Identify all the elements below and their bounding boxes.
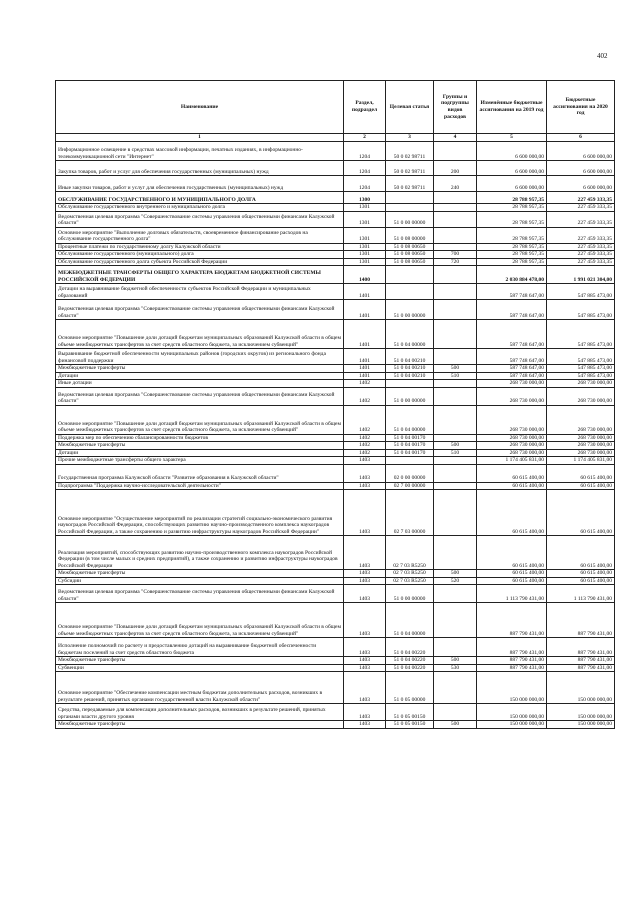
cell-expense-type xyxy=(434,349,477,365)
cell-expense-type xyxy=(434,457,477,465)
cell-name: Обслуживание государственного внутреннего и муниципального долга xyxy=(56,204,344,212)
cell-amount-2020: 268 730 000,00 xyxy=(547,442,615,450)
cell-section: 1403 xyxy=(344,585,386,603)
table-row xyxy=(56,657,615,665)
cell-target-article: 51 0 00 00000 xyxy=(386,387,434,405)
cell-amount-2020: 547 885 473,00 xyxy=(547,372,615,380)
cell-amount-2020: 887 790 431,00 xyxy=(547,603,615,638)
cell-target-article: 51 0 00 00000 xyxy=(386,211,434,227)
cell-target-article xyxy=(386,204,434,212)
cell-name: Межбюджетные трансферты xyxy=(56,721,344,729)
cell-section: 1402 xyxy=(344,449,386,457)
cell-amount-2019: 887 790 431,00 xyxy=(477,638,547,657)
cell-amount-2019: 28 788 957,35 xyxy=(477,251,547,259)
cell-section: 1403 xyxy=(344,577,386,585)
cell-amount-2019: 60 615 400,00 xyxy=(477,570,547,578)
cell-target-article: 50 0 02 98711 xyxy=(386,176,434,192)
cell-amount-2020: 60 615 400,00 xyxy=(547,490,615,536)
cell-name: Ведомственная целевая программа "Совершенствование системы управления общественными финансами Калужской области" xyxy=(56,300,344,320)
cell-section: 1403 xyxy=(344,536,386,570)
cell-name: Ведомственная целевая программа "Совершенствование системы управления общественными финансами Калужской области" xyxy=(56,387,344,405)
cell-amount-2019: 60 615 400,00 xyxy=(477,464,547,482)
cell-amount-2020: 60 615 400,00 xyxy=(547,570,615,578)
table-row xyxy=(56,258,615,266)
cell-expense-type xyxy=(434,490,477,536)
cell-name: Межбюджетные трансферты xyxy=(56,570,344,578)
table-row xyxy=(56,227,615,243)
header-amount-2020: Бюджетные ассигнования на 2020 год xyxy=(547,81,615,134)
cell-name: Обслуживание государственного (муниципального) долга xyxy=(56,251,344,259)
cell-name: Межбюджетные трансферты xyxy=(56,365,344,373)
cell-expense-type: 700 xyxy=(434,251,477,259)
cell-section: 1301 xyxy=(344,251,386,259)
cell-amount-2020: 60 615 400,00 xyxy=(547,482,615,490)
cell-section: 1402 xyxy=(344,442,386,450)
cell-section: 1403 xyxy=(344,464,386,482)
cell-amount-2020: 6 600 000,00 xyxy=(547,142,615,161)
table-row xyxy=(56,349,615,365)
cell-section: 1403 xyxy=(344,672,386,704)
cell-target-article: 50 0 02 98711 xyxy=(386,142,434,161)
cell-name: Основное мероприятие "Повышение доли дотаций бюджетам муниципальных образований Калужской области в общем объеме межбюджетных трансфертов за счет средств областного бюджета, за исключением субвенций" xyxy=(56,405,344,434)
cell-target-article: 51 0 04 00000 xyxy=(386,320,434,349)
table-row xyxy=(56,365,615,373)
cell-expense-type xyxy=(434,482,477,490)
cell-expense-type: 720 xyxy=(434,258,477,266)
table-row xyxy=(56,536,615,570)
cell-target-article: 51 0 08 00650 xyxy=(386,258,434,266)
cell-target-article: 02 0 00 00000 xyxy=(386,464,434,482)
cell-name: Подпрограмма "Поддержка научно-исследовательской деятельности" xyxy=(56,482,344,490)
table-row xyxy=(56,320,615,349)
cell-amount-2019: 887 790 431,00 xyxy=(477,664,547,672)
cell-amount-2019: 2 030 884 478,00 xyxy=(477,266,547,284)
table-row xyxy=(56,192,615,204)
cell-amount-2020: 268 730 000,00 xyxy=(547,380,615,388)
cell-amount-2019: 587 748 647,00 xyxy=(477,365,547,373)
cell-target-article: 02 7 03 R5250 xyxy=(386,577,434,585)
cell-name: Дотации на выравнивание бюджетной обеспеченности субъектов Российской Федерации и муниципальных образований xyxy=(56,284,344,300)
cell-expense-type: 510 xyxy=(434,372,477,380)
cell-expense-type: 500 xyxy=(434,365,477,373)
cell-amount-2020: 547 885 473,00 xyxy=(547,300,615,320)
table-row xyxy=(56,284,615,300)
cell-section: 1300 xyxy=(344,192,386,204)
cell-amount-2020: 547 885 473,00 xyxy=(547,320,615,349)
cell-name: Субвенции xyxy=(56,664,344,672)
cell-section: 1401 xyxy=(344,284,386,300)
cell-name: Закупка товаров, работ и услуг для обеспечения государственных (муниципальных) нужд xyxy=(56,161,344,176)
cell-expense-type xyxy=(434,142,477,161)
cell-amount-2020: 150 000 000,00 xyxy=(547,672,615,704)
cell-amount-2019: 1 174 405 831,00 xyxy=(477,457,547,465)
table-row xyxy=(56,721,615,729)
table-row xyxy=(56,372,615,380)
column-number-row xyxy=(56,134,615,142)
cell-expense-type xyxy=(434,672,477,704)
table-row xyxy=(56,577,615,585)
cell-name: Информационное освещение в средствах массовой информации, печатных изданиях, в информационно-телекоммуникационной сети "Интернет" xyxy=(56,142,344,161)
cell-expense-type xyxy=(434,434,477,442)
cell-target-article: 51 0 04 00210 xyxy=(386,349,434,365)
table-row xyxy=(56,434,615,442)
cell-amount-2019: 587 748 647,00 xyxy=(477,320,547,349)
cell-name: Дотации xyxy=(56,449,344,457)
cell-target-article: 51 0 04 00170 xyxy=(386,434,434,442)
cell-section: 1402 xyxy=(344,434,386,442)
cell-name: МЕЖБЮДЖЕТНЫЕ ТРАНСФЕРТЫ ОБЩЕГО ХАРАКТЕРА БЮДЖЕТАМ БЮДЖЕТНОЙ СИСТЕМЫ РОССИЙСКОЙ ФЕДЕРАЦИИ xyxy=(56,266,344,284)
cell-amount-2019: 28 788 957,35 xyxy=(477,243,547,251)
table-row xyxy=(56,457,615,465)
cell-name: Дотации xyxy=(56,372,344,380)
column-number: 2 xyxy=(344,134,386,142)
page-number: 402 xyxy=(597,52,608,60)
cell-target-article: 02 7 03 R5250 xyxy=(386,570,434,578)
cell-name: Обслуживание государственного долга субъекта Российской Федерации xyxy=(56,258,344,266)
column-number: 5 xyxy=(477,134,547,142)
table-body xyxy=(56,142,615,729)
cell-target-article xyxy=(386,284,434,300)
cell-amount-2020: 887 790 431,00 xyxy=(547,638,615,657)
cell-target-article: 51 0 04 00170 xyxy=(386,449,434,457)
cell-expense-type: 240 xyxy=(434,176,477,192)
cell-target-article: 51 0 04 00220 xyxy=(386,664,434,672)
cell-expense-type xyxy=(434,227,477,243)
cell-name: Исполнение полномочий по расчету и предоставлению дотаций на выравнивание бюджетной обеспеченности бюджетам поселений за счет средств областного бюджета xyxy=(56,638,344,657)
cell-amount-2020: 227 459 333,35 xyxy=(547,204,615,212)
cell-target-article xyxy=(386,457,434,465)
cell-name: Процентные платежи по государственному долгу Калужской области xyxy=(56,243,344,251)
cell-amount-2019: 28 788 957,35 xyxy=(477,204,547,212)
cell-amount-2020: 887 790 431,00 xyxy=(547,664,615,672)
cell-name: Основное мероприятие "Повышение доли дотаций бюджетам муниципальных образований Калужской области в общем объеме межбюджетных трансфертов за счет средств областного бюджета, за исключением субвенций" xyxy=(56,603,344,638)
table-header-row xyxy=(56,81,615,134)
cell-expense-type xyxy=(434,387,477,405)
cell-amount-2019: 150 000 000,00 xyxy=(477,721,547,729)
table-row xyxy=(56,387,615,405)
cell-amount-2019: 6 600 000,00 xyxy=(477,161,547,176)
cell-section: 1403 xyxy=(344,721,386,729)
cell-expense-type xyxy=(434,284,477,300)
table-row xyxy=(56,176,615,192)
cell-amount-2020: 1 991 021 304,00 xyxy=(547,266,615,284)
cell-target-article xyxy=(386,192,434,204)
cell-name: Межбюджетные трансферты xyxy=(56,442,344,450)
cell-expense-type: 200 xyxy=(434,161,477,176)
column-number: 1 xyxy=(56,134,344,142)
table-row xyxy=(56,300,615,320)
cell-section: 1403 xyxy=(344,457,386,465)
cell-section: 1402 xyxy=(344,387,386,405)
cell-expense-type xyxy=(434,192,477,204)
cell-section: 1301 xyxy=(344,211,386,227)
cell-expense-type xyxy=(434,585,477,603)
cell-section: 1401 xyxy=(344,349,386,365)
cell-amount-2019: 887 790 431,00 xyxy=(477,603,547,638)
cell-amount-2020: 60 615 400,00 xyxy=(547,464,615,482)
cell-name: Средства, передаваемые для компенсации дополнительных расходов, возникших в результате решений, принятых органами власти другого уровня xyxy=(56,704,344,721)
cell-expense-type: 520 xyxy=(434,577,477,585)
table-row xyxy=(56,603,615,638)
table-row xyxy=(56,704,615,721)
cell-expense-type xyxy=(434,464,477,482)
cell-expense-type: 530 xyxy=(434,664,477,672)
cell-expense-type: 510 xyxy=(434,449,477,457)
header-amount-2019: Изменённые бюджетные ассигнования на 2019 год xyxy=(477,81,547,134)
cell-section: 1403 xyxy=(344,482,386,490)
cell-target-article: 51 0 04 00220 xyxy=(386,638,434,657)
cell-section: 1400 xyxy=(344,266,386,284)
cell-amount-2020: 227 459 333,35 xyxy=(547,243,615,251)
cell-expense-type xyxy=(434,243,477,251)
cell-section: 1301 xyxy=(344,258,386,266)
table-row xyxy=(56,251,615,259)
table-row xyxy=(56,204,615,212)
cell-section: 1204 xyxy=(344,142,386,161)
cell-expense-type xyxy=(434,380,477,388)
table-row xyxy=(56,380,615,388)
cell-target-article: 02 7 03 R5250 xyxy=(386,536,434,570)
table-row xyxy=(56,405,615,434)
table-row xyxy=(56,266,615,284)
cell-name: Ведомственная целевая программа "Совершенствование системы управления общественными финансами Калужской области" xyxy=(56,585,344,603)
cell-amount-2019: 60 615 400,00 xyxy=(477,482,547,490)
cell-name: Выравнивание бюджетной обеспеченности муниципальных районов (городских округов) из регионального фонда финансовой поддержки xyxy=(56,349,344,365)
cell-amount-2020: 268 730 000,00 xyxy=(547,387,615,405)
table-row xyxy=(56,243,615,251)
cell-amount-2019: 28 788 957,35 xyxy=(477,192,547,204)
cell-name: Прочие межбюджетные трансферты общего характера xyxy=(56,457,344,465)
cell-amount-2020: 547 885 473,00 xyxy=(547,349,615,365)
cell-target-article: 51 0 00 00000 xyxy=(386,585,434,603)
cell-name: Государственная программа Калужской области "Развитие образования в Калужской области" xyxy=(56,464,344,482)
cell-amount-2019: 28 788 957,35 xyxy=(477,211,547,227)
cell-expense-type: 500 xyxy=(434,442,477,450)
table-row xyxy=(56,570,615,578)
table-row xyxy=(56,211,615,227)
cell-amount-2019: 887 790 431,00 xyxy=(477,657,547,665)
cell-target-article: 51 0 05 00150 xyxy=(386,704,434,721)
header-section: Раздел, подраздел xyxy=(344,81,386,134)
cell-target-article: 51 0 04 00000 xyxy=(386,405,434,434)
cell-amount-2019: 268 730 000,00 xyxy=(477,387,547,405)
header-expense-type: Группы и подгруппы видов расходов xyxy=(434,81,477,134)
cell-amount-2019: 150 000 000,00 xyxy=(477,704,547,721)
cell-amount-2020: 887 790 431,00 xyxy=(547,657,615,665)
cell-amount-2020: 6 600 000,00 xyxy=(547,176,615,192)
header-target-article: Целевая статья xyxy=(386,81,434,134)
cell-target-article: 51 0 04 00170 xyxy=(386,442,434,450)
table-row xyxy=(56,449,615,457)
cell-amount-2020: 227 459 333,35 xyxy=(547,258,615,266)
column-number: 4 xyxy=(434,134,477,142)
cell-amount-2019: 268 730 000,00 xyxy=(477,434,547,442)
cell-amount-2019: 268 730 000,00 xyxy=(477,405,547,434)
cell-amount-2019: 6 600 000,00 xyxy=(477,142,547,161)
cell-expense-type xyxy=(434,320,477,349)
cell-amount-2020: 268 730 000,00 xyxy=(547,405,615,434)
cell-section: 1403 xyxy=(344,638,386,657)
cell-name: Иные закупки товаров, работ и услуг для обеспечения государственных (муниципальных) нужд xyxy=(56,176,344,192)
cell-name: Иные дотации xyxy=(56,380,344,388)
column-number: 3 xyxy=(386,134,434,142)
cell-amount-2020: 227 459 333,35 xyxy=(547,227,615,243)
cell-amount-2020: 227 459 333,35 xyxy=(547,251,615,259)
cell-target-article: 50 0 02 98711 xyxy=(386,161,434,176)
table-row xyxy=(56,672,615,704)
cell-name: ОБСЛУЖИВАНИЕ ГОСУДАРСТВЕННОГО И МУНИЦИПАЛЬНОГО ДОЛГА xyxy=(56,192,344,204)
cell-amount-2020: 227 459 333,35 xyxy=(547,211,615,227)
table-row xyxy=(56,161,615,176)
cell-name: Ведомственная целевая программа "Совершенствование системы управления общественными финансами Калужской области" xyxy=(56,211,344,227)
cell-amount-2019: 150 000 000,00 xyxy=(477,672,547,704)
cell-name: Основное мероприятие "Выполнение долговых обязательств, своевременное финансирование расходов на обслуживание государственного долга" xyxy=(56,227,344,243)
cell-amount-2019: 268 730 000,00 xyxy=(477,442,547,450)
cell-amount-2020: 150 000 000,00 xyxy=(547,704,615,721)
cell-section: 1403 xyxy=(344,490,386,536)
cell-amount-2020: 60 615 400,00 xyxy=(547,577,615,585)
cell-target-article: 51 0 08 00650 xyxy=(386,243,434,251)
cell-target-article xyxy=(386,380,434,388)
cell-section: 1403 xyxy=(344,657,386,665)
cell-target-article: 02 7 00 00000 xyxy=(386,482,434,490)
table-row xyxy=(56,464,615,482)
cell-amount-2019: 60 615 400,00 xyxy=(477,577,547,585)
header-name: Наименование xyxy=(56,81,344,134)
cell-amount-2020: 150 000 000,00 xyxy=(547,721,615,729)
cell-expense-type: 500 xyxy=(434,721,477,729)
cell-section: 1204 xyxy=(344,176,386,192)
table-row xyxy=(56,142,615,161)
table-row xyxy=(56,442,615,450)
cell-amount-2020: 6 600 000,00 xyxy=(547,161,615,176)
cell-target-article: 51 0 08 00000 xyxy=(386,227,434,243)
cell-section: 1402 xyxy=(344,380,386,388)
cell-amount-2020: 227 459 333,35 xyxy=(547,192,615,204)
cell-amount-2020: 1 174 405 831,00 xyxy=(547,457,615,465)
cell-expense-type xyxy=(434,266,477,284)
cell-expense-type: 500 xyxy=(434,657,477,665)
cell-name: Основное мероприятие "Повышение доли дотаций бюджетам муниципальных образований Калужской области в общем объеме межбюджетных трансфертов за счет средств областного бюджета, за исключением субвенций" xyxy=(56,320,344,349)
cell-name: Основное мероприятие "Обеспечение компенсации местным бюджетам дополнительных расходов, возникших в результате решений, принятых органами государственной власти Калужской области" xyxy=(56,672,344,704)
cell-expense-type xyxy=(434,300,477,320)
table-row xyxy=(56,638,615,657)
table-row xyxy=(56,585,615,603)
cell-amount-2019: 28 788 957,35 xyxy=(477,258,547,266)
cell-section: 1403 xyxy=(344,603,386,638)
cell-section: 1301 xyxy=(344,227,386,243)
cell-expense-type xyxy=(434,638,477,657)
cell-amount-2019: 60 615 400,00 xyxy=(477,536,547,570)
cell-name: Реализация мероприятий, способствующих развитию научно-производственного комплекса наукоградов Российской Федерации (в том числе малых и средних предприятий), а также сохранению и развитию инфраструктуры наукоградов Российской Федерации xyxy=(56,536,344,570)
cell-target-article: 51 0 08 00650 xyxy=(386,251,434,259)
cell-section: 1401 xyxy=(344,372,386,380)
cell-section: 1403 xyxy=(344,664,386,672)
cell-target-article: 02 7 03 00000 xyxy=(386,490,434,536)
cell-section: 1301 xyxy=(344,243,386,251)
cell-expense-type xyxy=(434,405,477,434)
cell-amount-2020: 268 730 000,00 xyxy=(547,434,615,442)
table-row xyxy=(56,664,615,672)
cell-name: Основное мероприятие "Осуществление мероприятий по реализации стратегий социально-экономического развития наукоградов Российской Федерации, способствующих развитию научно-производственного комплекса наукоградов Российской Федерации, а также сохранению и развитию инфраструктуры наукоградов Российской Федерации" xyxy=(56,490,344,536)
cell-amount-2019: 268 730 000,00 xyxy=(477,380,547,388)
cell-target-article: 51 0 04 00210 xyxy=(386,365,434,373)
cell-amount-2019: 1 113 790 431,00 xyxy=(477,585,547,603)
cell-amount-2019: 587 748 647,00 xyxy=(477,349,547,365)
cell-section: 1401 xyxy=(344,320,386,349)
cell-expense-type xyxy=(434,603,477,638)
cell-target-article: 51 0 05 00150 xyxy=(386,721,434,729)
cell-section: 1204 xyxy=(344,161,386,176)
cell-name: Поддержка мер по обеспечению сбалансированности бюджетов xyxy=(56,434,344,442)
cell-expense-type xyxy=(434,704,477,721)
cell-expense-type: 500 xyxy=(434,570,477,578)
cell-expense-type xyxy=(434,536,477,570)
cell-target-article: 51 0 00 00000 xyxy=(386,300,434,320)
cell-amount-2020: 60 615 400,00 xyxy=(547,536,615,570)
cell-section: 1301 xyxy=(344,204,386,212)
cell-section: 1403 xyxy=(344,704,386,721)
cell-target-article: 51 0 05 00000 xyxy=(386,672,434,704)
cell-target-article xyxy=(386,266,434,284)
cell-amount-2019: 587 748 647,00 xyxy=(477,300,547,320)
cell-amount-2020: 547 885 473,00 xyxy=(547,365,615,373)
column-number: 6 xyxy=(547,134,615,142)
cell-target-article: 51 0 04 00210 xyxy=(386,372,434,380)
cell-name: Субсидии xyxy=(56,577,344,585)
cell-expense-type xyxy=(434,204,477,212)
cell-name: Межбюджетные трансферты xyxy=(56,657,344,665)
cell-amount-2019: 6 600 000,00 xyxy=(477,176,547,192)
cell-expense-type xyxy=(434,211,477,227)
cell-section: 1401 xyxy=(344,365,386,373)
cell-amount-2020: 1 113 790 431,00 xyxy=(547,585,615,603)
cell-amount-2019: 587 748 647,00 xyxy=(477,372,547,380)
table-row xyxy=(56,482,615,490)
cell-target-article: 51 0 04 00220 xyxy=(386,657,434,665)
cell-amount-2019: 268 730 000,00 xyxy=(477,449,547,457)
cell-section: 1401 xyxy=(344,300,386,320)
cell-amount-2019: 587 748 647,00 xyxy=(477,284,547,300)
cell-amount-2019: 60 615 400,00 xyxy=(477,490,547,536)
budget-table xyxy=(55,80,615,729)
cell-amount-2019: 28 788 957,35 xyxy=(477,227,547,243)
table-row xyxy=(56,490,615,536)
cell-amount-2020: 547 885 473,00 xyxy=(547,284,615,300)
cell-target-article: 51 0 04 00000 xyxy=(386,603,434,638)
cell-section: 1402 xyxy=(344,405,386,434)
cell-section: 1403 xyxy=(344,570,386,578)
cell-amount-2020: 268 730 000,00 xyxy=(547,449,615,457)
